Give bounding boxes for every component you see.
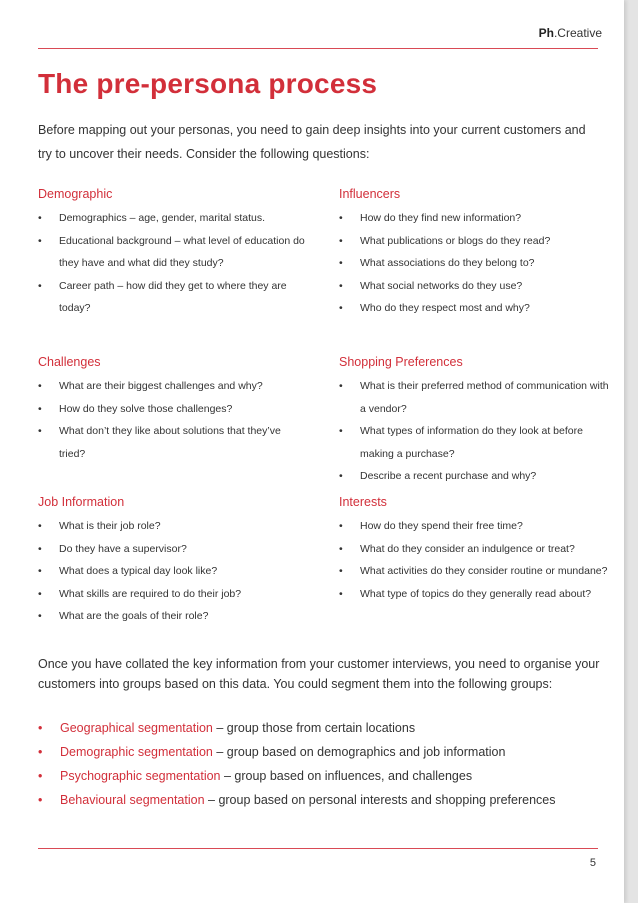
intro-paragraph: Before mapping out your personas, you need to gain deep insights into your current customers and try to uncover their needs. Consider the following questions: bbox=[38, 123, 586, 161]
section-heading: Job Information bbox=[38, 495, 125, 509]
section-demographic bbox=[38, 186, 308, 320]
question-list bbox=[339, 207, 609, 320]
list-item: • What does a typical day look like? bbox=[38, 560, 308, 583]
question-list bbox=[339, 515, 609, 605]
segment-name: Demographic segmentation bbox=[60, 745, 213, 759]
list-item: • What social networks do they use? bbox=[339, 275, 609, 298]
list-item: • What is their preferred method of communication with a vendor? bbox=[339, 375, 609, 420]
section-job-information bbox=[38, 494, 308, 628]
section-heading: Shopping Preferences bbox=[339, 355, 463, 369]
section-heading: Challenges bbox=[38, 355, 101, 369]
list-item: • What do they consider an indulgence or treat? bbox=[339, 538, 609, 561]
segment-desc: – group based on personal interests and shopping preferences bbox=[204, 793, 556, 807]
segment-desc: – group those from certain locations bbox=[212, 721, 416, 735]
section-heading: Influencers bbox=[339, 187, 401, 201]
list-item: • Who do they respect most and why? bbox=[339, 297, 609, 320]
segment-name: Geographical segmentation bbox=[60, 721, 213, 735]
list-item: • Describe a recent purchase and why? bbox=[339, 465, 609, 488]
list-item: • What types of information do they look at before making a purchase? bbox=[339, 420, 609, 465]
question-list bbox=[38, 375, 308, 465]
section-heading: Demographic bbox=[38, 187, 113, 201]
list-item: • What are their biggest challenges and why? bbox=[38, 375, 308, 398]
list-item: • What is their job role? bbox=[38, 515, 308, 538]
segment-demographic bbox=[38, 740, 618, 764]
outro-paragraph: Once you have collated the key information from your customer interviews, you need to organise your customers into groups based on this data. You could segment them into the following groups: bbox=[38, 657, 600, 691]
question-list bbox=[38, 207, 308, 320]
header-divider bbox=[38, 48, 598, 49]
list-item: • What activities do they consider routine or mundane? bbox=[339, 560, 609, 583]
list-item: • How do they spend their free time? bbox=[339, 515, 609, 538]
section-shopping-preferences bbox=[339, 354, 609, 488]
page-number: 5 bbox=[589, 857, 596, 869]
list-item: • What are the goals of their role? bbox=[38, 605, 308, 628]
brand-rest: .Creative bbox=[553, 26, 602, 40]
list-item: • What skills are required to do their job? bbox=[38, 583, 308, 606]
question-list bbox=[38, 515, 308, 628]
list-item: • What associations do they belong to? bbox=[339, 252, 609, 275]
segment-psychographic bbox=[38, 764, 618, 788]
segment-geographical bbox=[38, 716, 618, 740]
list-item: • How do they find new information? bbox=[339, 207, 609, 230]
brand-bold: Ph bbox=[538, 26, 554, 40]
question-list bbox=[339, 375, 609, 488]
footer-divider bbox=[38, 848, 598, 849]
section-interests bbox=[339, 494, 609, 605]
section-heading: Interests bbox=[339, 495, 387, 509]
segment-name: Psychographic segmentation bbox=[60, 769, 221, 783]
segment-name: Behavioural segmentation bbox=[60, 793, 205, 807]
list-item: • What type of topics do they generally read about? bbox=[339, 583, 609, 606]
brand-logo bbox=[539, 26, 602, 40]
segment-desc: – group based on demographics and job information bbox=[212, 745, 506, 759]
list-item: • Educational background – what level of education do they have and what did they study? bbox=[38, 230, 308, 275]
segmentation-list bbox=[38, 716, 618, 812]
section-challenges bbox=[38, 354, 308, 465]
segment-desc: – group based on influences, and challenges bbox=[220, 769, 473, 783]
list-item: • Demographics – age, gender, marital status. bbox=[38, 207, 308, 230]
list-item: • Do they have a supervisor? bbox=[38, 538, 308, 561]
list-item: • Career path – how did they get to where they are today? bbox=[38, 275, 308, 320]
list-item: • How do they solve those challenges? bbox=[38, 398, 308, 421]
list-item: • What don’t they like about solutions that they’ve tried? bbox=[38, 420, 308, 465]
page-title: The pre-persona process bbox=[38, 68, 378, 99]
list-item: • What publications or blogs do they read? bbox=[339, 230, 609, 253]
section-influencers bbox=[339, 186, 609, 320]
segment-behavioural bbox=[38, 788, 618, 812]
